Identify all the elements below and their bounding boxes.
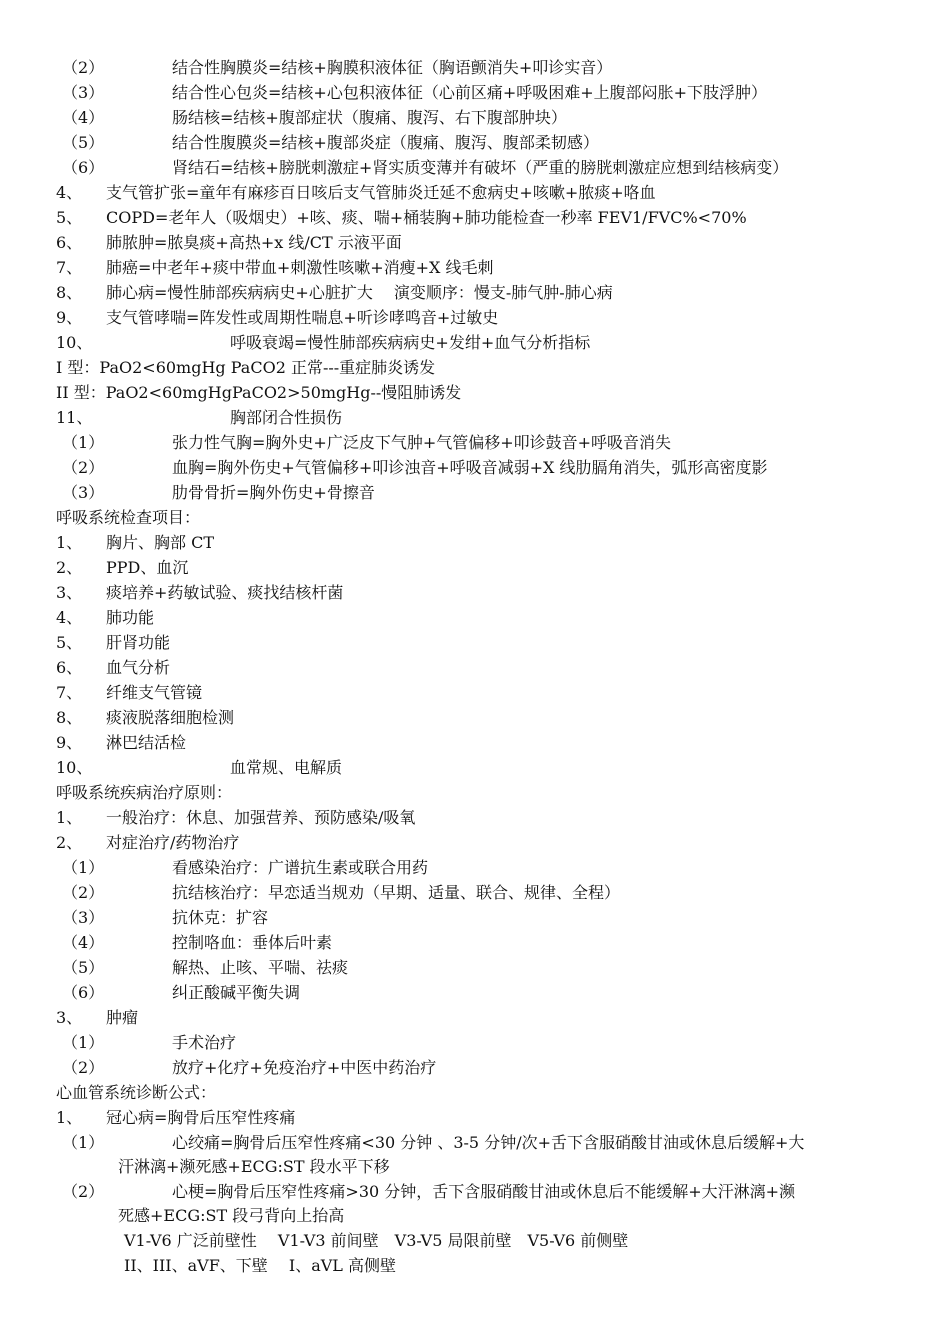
item-number: 1、 bbox=[56, 808, 83, 827]
item-number: 9、 bbox=[56, 308, 83, 327]
list-item bbox=[56, 756, 342, 780]
section-heading: 心血管系统诊断公式： bbox=[56, 1083, 217, 1102]
section-heading: 呼吸系统检查项目： bbox=[56, 508, 201, 527]
item-text: 肿瘤 bbox=[106, 1008, 139, 1027]
item-text: 肺心病=慢性肺部疾病病史+心脏扩大 演变顺序：慢支-肺气肿-肺心病 bbox=[106, 283, 613, 302]
item-text: 肾结石=结核+膀胱刺激症+肾实质变薄并有破坏（严重的膀胱刺激症应想到结核病变） bbox=[172, 158, 789, 177]
item-text: 抗结核治疗：早恋适当规劝（早期、适量、联合、规律、全程） bbox=[172, 883, 621, 902]
item-number: （6） bbox=[62, 158, 105, 177]
item-text: 对症治疗/药物治疗 bbox=[106, 833, 240, 852]
item-text: 肺脓肿=脓臭痰+高热+x 线/CT 示液平面 bbox=[106, 233, 402, 252]
item-text: 痰培养+药敏试验、痰找结核杆菌 bbox=[106, 583, 344, 602]
item-number: （4） bbox=[62, 108, 105, 127]
ecg-lead-line: V1-V6 广泛前壁性 V1-V3 前间壁 V3-V5 局限前壁 V5-V6 前侧壁 bbox=[124, 1231, 629, 1250]
item-number: （5） bbox=[62, 133, 105, 152]
item-text: 放疗+化疗+免疫治疗+中医中药治疗 bbox=[172, 1058, 437, 1077]
list-item bbox=[56, 206, 747, 230]
list-item bbox=[56, 806, 415, 830]
item-text: 冠心病=胸骨后压窄性疼痛 bbox=[106, 1108, 296, 1127]
item-text: 控制咯血：垂体后叶素 bbox=[172, 933, 333, 952]
item-text: 血常规、电解质 bbox=[230, 758, 343, 777]
item-number: （3） bbox=[62, 483, 105, 502]
list-item bbox=[56, 656, 170, 680]
item-text: 痰液脱落细胞检测 bbox=[106, 708, 235, 727]
item-text: 心梗=胸骨后压窄性疼痛>30 分钟，舌下含服硝酸甘油或休息后不能缓解+大汗淋漓+濒 bbox=[172, 1182, 796, 1201]
paragraph-continuation: 死感+ECG:ST 段弓背向上抬高 bbox=[118, 1206, 345, 1225]
item-number: （4） bbox=[62, 933, 105, 952]
item-number: 2、 bbox=[56, 833, 83, 852]
list-item bbox=[56, 1006, 138, 1030]
item-text: 胸部闭合性损伤 bbox=[230, 408, 343, 427]
item-text: 支气管哮喘=阵发性或周期性喘息+听诊哮鸣音+过敏史 bbox=[106, 308, 499, 327]
list-item bbox=[56, 456, 768, 480]
item-number: （6） bbox=[62, 983, 105, 1002]
paragraph: I 型：PaO2<60mgHg PaCO2 正常---重症肺炎诱发 bbox=[56, 358, 436, 377]
item-text: COPD=老年人（吸烟史）+咳、痰、喘+桶装胸+肺功能检查一秒率 FEV1/FVC%<70% bbox=[106, 208, 747, 227]
item-number: （5） bbox=[62, 958, 105, 977]
list-item bbox=[56, 906, 268, 930]
item-text: 支气管扩张=童年有麻疹百日咳后支气管肺炎迁延不愈病史+咳嗽+脓痰+咯血 bbox=[106, 183, 656, 202]
list-item bbox=[56, 931, 332, 955]
item-text: 血气分析 bbox=[106, 658, 171, 677]
list-item bbox=[56, 731, 186, 755]
item-number: （2） bbox=[62, 458, 105, 477]
item-number: 11、 bbox=[56, 408, 93, 427]
list-item bbox=[56, 81, 767, 105]
list-item bbox=[56, 1106, 295, 1130]
item-number: 1、 bbox=[56, 533, 83, 552]
list-item bbox=[56, 981, 300, 1005]
item-text: 肠结核=结核+腹部症状（腹痛、腹泻、右下腹部肿块） bbox=[172, 108, 567, 127]
item-text: 看感染治疗：广谱抗生素或联合用药 bbox=[172, 858, 429, 877]
item-number: 6、 bbox=[56, 233, 83, 252]
item-number: 8、 bbox=[56, 283, 83, 302]
list-item bbox=[56, 856, 428, 880]
list-item bbox=[56, 231, 402, 255]
list-item bbox=[56, 256, 494, 280]
list-item bbox=[56, 181, 656, 205]
item-text: 一般治疗：休息、加强营养、预防感染/吸氧 bbox=[106, 808, 416, 827]
item-text: 纠正酸碱平衡失调 bbox=[172, 983, 301, 1002]
item-text: 手术治疗 bbox=[172, 1033, 237, 1052]
list-item bbox=[56, 306, 498, 330]
item-number: 5、 bbox=[56, 633, 83, 652]
item-text: 张力性气胸=胸外史+广泛皮下气肿+气管偏移+叩诊鼓音+呼吸音消失 bbox=[172, 433, 672, 452]
section-heading: 呼吸系统疾病治疗原则： bbox=[56, 783, 233, 802]
list-item bbox=[56, 156, 788, 180]
list-item bbox=[56, 1180, 795, 1204]
list-item bbox=[56, 1131, 804, 1155]
list-item bbox=[56, 556, 188, 580]
item-number: （1） bbox=[62, 858, 105, 877]
item-number: 10、 bbox=[56, 758, 93, 777]
list-item bbox=[56, 581, 343, 605]
item-number: 6、 bbox=[56, 658, 83, 677]
item-number: 3、 bbox=[56, 583, 83, 602]
item-number: （2） bbox=[62, 1058, 105, 1077]
item-text: 结合性心包炎=结核+心包积液体征（心前区痛+呼吸困难+上腹部闷胀+下肢浮肿） bbox=[172, 83, 768, 102]
list-item bbox=[56, 106, 567, 130]
list-item bbox=[56, 481, 375, 505]
list-item bbox=[56, 531, 214, 555]
list-item bbox=[56, 881, 620, 905]
item-number: 3、 bbox=[56, 1008, 83, 1027]
item-number: 9、 bbox=[56, 733, 83, 752]
list-item bbox=[56, 706, 234, 730]
item-text: 肋骨骨折=胸外伤史+骨擦音 bbox=[172, 483, 375, 502]
item-text: 解热、止咳、平喘、祛痰 bbox=[172, 958, 349, 977]
item-number: 5、 bbox=[56, 208, 83, 227]
item-number: （3） bbox=[62, 83, 105, 102]
list-item bbox=[56, 956, 348, 980]
item-number: （2） bbox=[62, 1182, 105, 1201]
item-text: 结合性胸膜炎=结核+胸膜积液体征（胸语颤消失+叩诊实音） bbox=[172, 58, 613, 77]
paragraph-continuation: 汗淋漓+濒死感+ECG:ST 段水平下移 bbox=[118, 1157, 390, 1176]
item-text: 肝肾功能 bbox=[106, 633, 171, 652]
item-number: （1） bbox=[62, 1033, 105, 1052]
item-text: 心绞痛=胸骨后压窄性疼痛<30 分钟 、3-5 分钟/次+舌下含服硝酸甘油或休息后缓解+大 bbox=[172, 1133, 805, 1152]
item-number: 2、 bbox=[56, 558, 83, 577]
item-text: 胸片、胸部 CT bbox=[106, 533, 215, 552]
ecg-lead-line: II、III、aVF、下壁 I、aVL 高侧壁 bbox=[124, 1256, 397, 1275]
list-item bbox=[56, 631, 170, 655]
item-number: （1） bbox=[62, 1133, 105, 1152]
item-number: 7、 bbox=[56, 258, 83, 277]
item-number: （2） bbox=[62, 883, 105, 902]
list-item bbox=[56, 56, 612, 80]
list-item bbox=[56, 331, 590, 355]
list-item bbox=[56, 406, 342, 430]
item-text: 结合性腹膜炎=结核+腹部炎症（腹痛、腹泻、腹部柔韧感） bbox=[172, 133, 599, 152]
list-item bbox=[56, 431, 671, 455]
list-item bbox=[56, 606, 154, 630]
item-number: 10、 bbox=[56, 333, 93, 352]
item-text: 纤维支气管镜 bbox=[106, 683, 203, 702]
item-text: 血胸=胸外伤史+气管偏移+叩诊浊音+呼吸音减弱+X 线肋膈角消失，弧形高密度影 bbox=[172, 458, 768, 477]
list-item bbox=[56, 1056, 436, 1080]
item-number: （2） bbox=[62, 58, 105, 77]
item-number: （3） bbox=[62, 908, 105, 927]
list-item bbox=[56, 281, 613, 305]
list-item bbox=[56, 831, 239, 855]
paragraph: II 型：PaO2<60mgHgPaCO2>50mgHg--慢阻肺诱发 bbox=[56, 383, 462, 402]
list-item bbox=[56, 131, 599, 155]
item-text: 肺功能 bbox=[106, 608, 155, 627]
item-number: 4、 bbox=[56, 183, 83, 202]
item-text: 抗休克：扩容 bbox=[172, 908, 269, 927]
list-item bbox=[56, 681, 202, 705]
list-item bbox=[56, 1031, 236, 1055]
item-text: 肺癌=中老年+痰中带血+刺激性咳嗽+消瘦+X 线毛刺 bbox=[106, 258, 494, 277]
item-number: 1、 bbox=[56, 1108, 83, 1127]
item-number: 7、 bbox=[56, 683, 83, 702]
item-text: 呼吸衰竭=慢性肺部疾病病史+发绀+血气分析指标 bbox=[230, 333, 591, 352]
item-text: 淋巴结活检 bbox=[106, 733, 187, 752]
item-number: （1） bbox=[62, 433, 105, 452]
item-number: 8、 bbox=[56, 708, 83, 727]
item-text: PPD、血沉 bbox=[106, 558, 189, 577]
item-number: 4、 bbox=[56, 608, 83, 627]
